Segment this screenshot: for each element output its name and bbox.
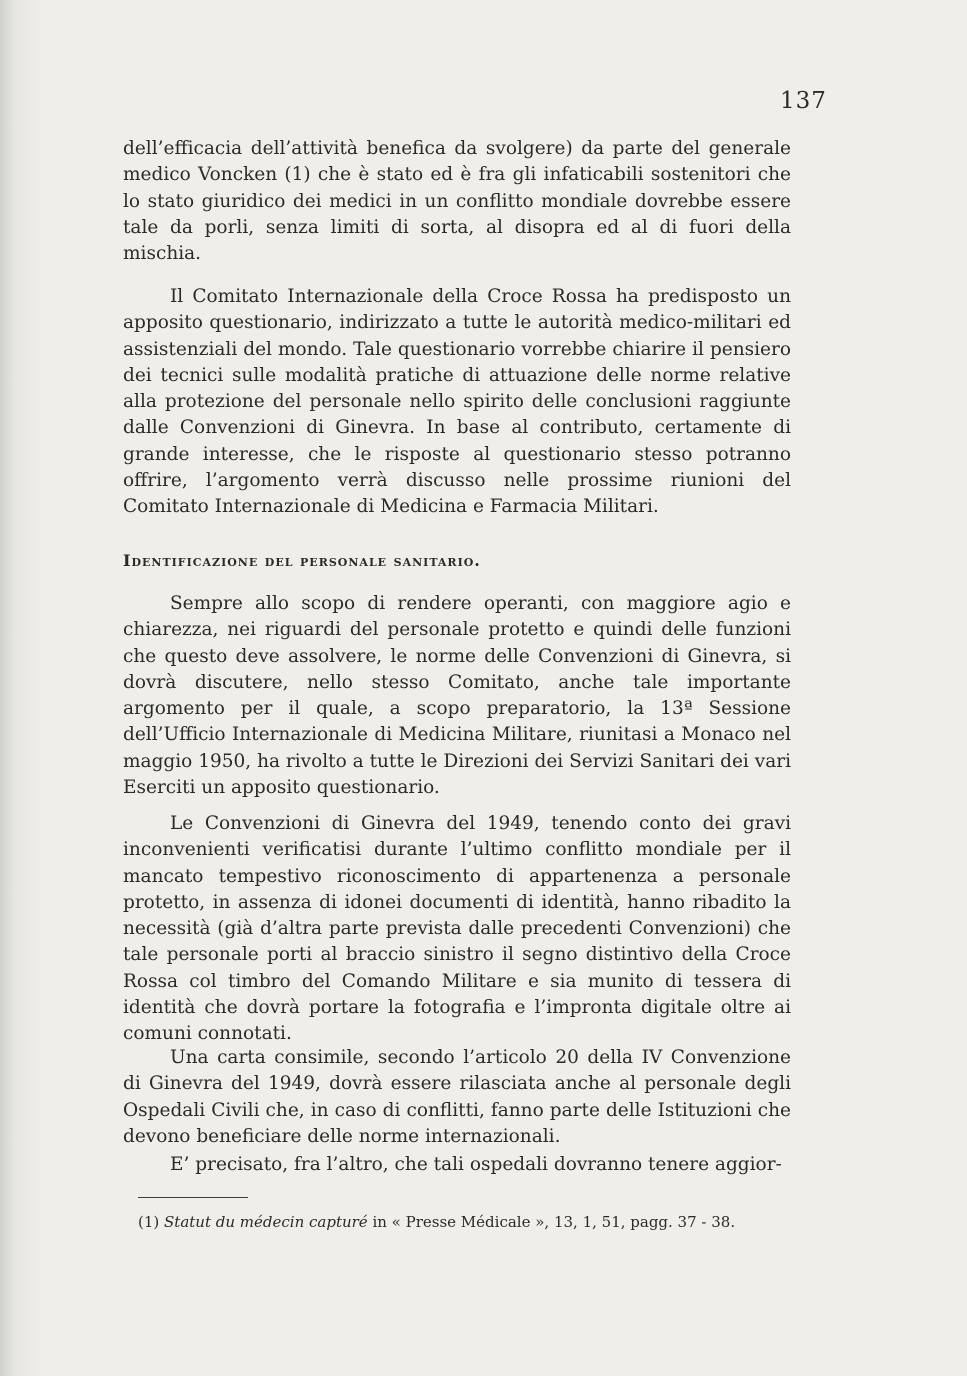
page-number: 137 <box>780 88 827 114</box>
footnote-reference: in « Presse Médicale », 13, 1, 51, pagg. 37 - 38. <box>367 1213 736 1231</box>
paragraph-4: Le Convenzioni di Ginevra del 1949, tenendo conto dei gravi inconvenienti verificatisi durante l’ultimo conflitto mondiale per il mancato tempestivo riconoscimento di appartenenza a personale protetto, in assenza di idonei documenti di identità, hanno ribadito la necessità (già d’altra parte prevista dalle precedenti Convenzioni) che tale personale porti al braccio sinistro il segno distintivo della Croce Rossa col timbro del Comando Militare e sia munito di tessera di identità che dovrà portare la fotografia e l’impronta digitale oltre ai comuni connotati. <box>123 813 791 1045</box>
footnote-rule <box>138 1197 248 1198</box>
paragraph-2: Il Comitato Internazionale della Croce Rossa ha predisposto un apposito questionario, indirizzato a tutte le autorità medico-militari ed assistenziali del mondo. Tale questionario vorrebbe chiarire il pensiero dei tecnici sulle modalità pratiche di attuazione delle norme relative alla protezione del personale nello spirito delle conclusioni raggiunte dalle Convenzioni di Ginevra. In base al contributo, certamente di grande interesse, che le risposte al questionario stesso potranno offrire, l’argomento verrà discusso nelle prossime riunioni del Comitato Internazionale di Medicina e Farmacia Militari. <box>123 286 791 518</box>
footnote-marker: (1) <box>138 1213 160 1231</box>
footnote-title: Statut du médecin capturé <box>164 1213 368 1231</box>
paragraph-6: E’ precisato, fra l’altro, che tali ospedali dovranno tenere aggior- <box>170 1154 782 1175</box>
paragraph-1: dell’efficacia dell’attività benefica da svolgere) da parte del generale medico Voncken (1) che è stato ed è fra gli infaticabili sostenitori che lo stato giuridico dei medici in un conflitto mondiale dovrebbe essere tale da porli, senza limiti di sorta, al disopra ed al di fuori della mischia. <box>123 138 791 265</box>
paragraph-3: Sempre allo scopo di rendere operanti, con maggiore agio e chiarezza, nei riguardi del personale protetto e quindi delle funzioni che questo deve assolvere, le norme delle Convenzioni di Ginevra, si dovrà discutere, nello stesso Comitato, anche tale importante argomento per il quale, a scopo preparatorio, la 13ª Sessione dell’Ufficio Internazionale di Medicina Militare, riunitasi a Monaco nel maggio 1950, ha rivolto a tutte le Direzioni dei Servizi Sanitari dei vari Eserciti un apposito questionario. <box>123 593 791 799</box>
footnote <box>138 1212 818 1232</box>
section-heading: Identificazione del personale sanitario. <box>123 551 481 570</box>
paragraph-5: Una carta consimile, secondo l’articolo 20 della IV Convenzione di Ginevra del 1949, dovrà essere rilasciata anche al personale degli Ospedali Civili che, in caso di conflitti, fanno parte delle Istituzioni che devono beneficiare delle norme internazionali. <box>123 1047 791 1147</box>
